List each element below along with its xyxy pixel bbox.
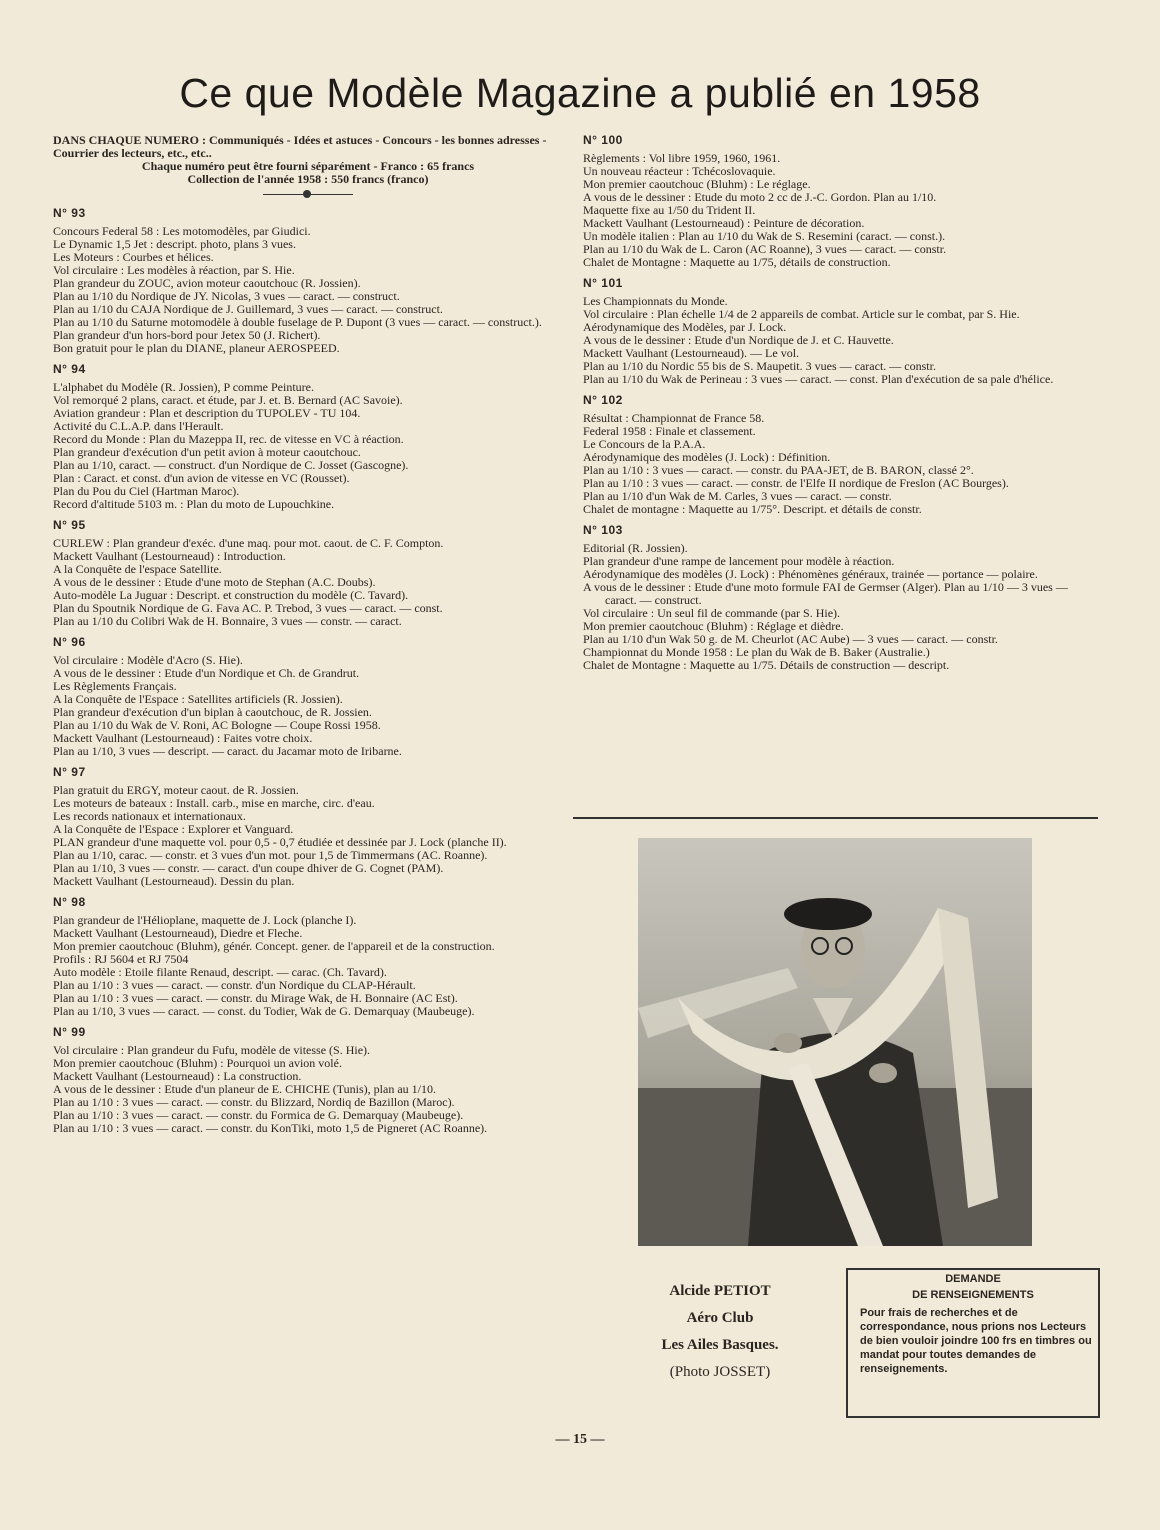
issue-number: N° 95 [53, 518, 86, 532]
issue-entry: A la Conquête de l'espace Satellite. [53, 562, 222, 576]
issue-number: N° 94 [53, 362, 86, 376]
issue-entry: Chalet de Montagne : Maquette au 1/75. Détails de construction — descript. [583, 658, 950, 672]
issue-entry: Plan au 1/10, 3 vues — caract. — const. du Todier, Wak de G. Demarquay (Maubeuge). [53, 1004, 475, 1018]
intro-line-2: Chaque numéro peut être fourni séparément - Franco : 65 francs [141, 159, 475, 173]
issue-entry: Mon premier caoutchouc (Bluhm), génér. Concept. gener. de l'appareil et de la construction. [53, 939, 495, 953]
issue-entry: Record d'altitude 5103 m. : Plan du moto de Lupouchkine. [53, 497, 335, 511]
issue-entry: Règlements : Vol libre 1959, 1960, 1961. [583, 151, 781, 165]
issue-entry: Maquette fixe au 1/50 du Trident II. [583, 203, 756, 217]
issue-entry: Auto-modèle La Juguar : Descript. et construction du modèle (C. Tavard). [53, 588, 409, 602]
issue-number: N° 99 [53, 1025, 86, 1039]
issue-entry: Mackett Vaulhant (Lestourneaud). — Le vol. [583, 346, 800, 360]
issue-entry: PLAN grandeur d'une maquette vol. pour 0,5 - 0,7 étudiée et dessinée par J. Lock (planche II). [53, 835, 507, 849]
issue-entry: Mon premier caoutchouc (Bluhm) : Le réglage. [583, 177, 811, 191]
issue-entry: Vol circulaire : Les modèles à réaction, par S. Hie. [53, 263, 295, 277]
issue-entry: Plan au 1/10 : 3 vues — caract. — constr. du Blizzard, Nordiq de Bazillon (Maroc). [53, 1095, 455, 1109]
caption-club: Aéro Club [686, 1310, 754, 1326]
issue-entry: Plan au 1/10 du Colibri Wak de H. Bonnaire, 3 vues — constr. — caract. [53, 614, 402, 628]
issue-number: N° 101 [583, 276, 623, 290]
issue-entry: Plan au 1/10 du Wak de Perineau : 3 vues — caract. — const. Plan d'exécution de sa pale d'hélice. [583, 372, 1054, 386]
issue-entry: A la Conquête de l'Espace : Satellites artificiels (R. Jossien). [53, 692, 343, 706]
issue-entry: Plan au 1/10, 3 vues — descript. — caract. du Jacamar moto de Iribarne. [53, 744, 402, 758]
photo-caption [620, 1278, 820, 1386]
issue-number: N° 98 [53, 895, 86, 909]
issue-entry: Aérodynamique des Modèles, par J. Lock. [583, 320, 787, 334]
issue-entry: Les Moteurs : Courbes et hélices. [53, 250, 214, 264]
issue-entry: Mon premier caoutchouc (Bluhm) : Réglage et dièdre. [583, 619, 844, 633]
issue-entry: Plan au 1/10 du Wak de V. Roni, AC Bologne — Coupe Rossi 1958. [53, 718, 381, 732]
issue-entry: Mon premier caoutchouc (Bluhm) : Pourquoi un avion volé. [53, 1056, 342, 1070]
issue-entry: Plan au 1/10 du Wak de L. Caron (AC Roanne), 3 vues — caract. — constr. [583, 242, 947, 256]
issue-entry: Editorial (R. Jossien). [583, 541, 688, 555]
issue-entry: A vous de le dessiner : Etude d'une moto de Stephan (A.C. Doubs). [53, 575, 376, 589]
issue-entry: Activité du C.L.A.P. dans l'Herault. [53, 419, 224, 433]
issue-number: N° 97 [53, 765, 86, 779]
issue-entry: Vol circulaire : Un seul fil de commande (par S. Hie). [583, 606, 841, 620]
issue-entry: Mackett Vaulhant (Lestourneaud). Dessin du plan. [53, 874, 295, 888]
issue-entry: Vol remorqué 2 plans, caract. et étude, par J. et. B. Bernard (AC Savoie). [53, 393, 403, 407]
issue-entry: Plan au 1/10, carac. — constr. et 3 vues d'un mot. pour 1,5 de Timmermans (AC. Roanne). [53, 848, 488, 862]
page-title: Ce que Modèle Magazine a publié en 1958 [179, 70, 981, 116]
issue-entry: Plan du Spoutnik Nordique de G. Fava AC. P. Trebod, 3 vues — caract. — const. [53, 601, 443, 615]
issue-entry: Mackett Vaulhant (Lestourneaud) : Faites votre choix. [53, 731, 313, 745]
issue-entry: Championnat du Monde 1958 : Le plan du Wak de B. Baker (Australie.) [583, 645, 930, 659]
issue-entry: Plan au 1/10 du Nordique de JY. Nicolas, 3 vues — caract. — construct. [53, 289, 400, 303]
issue-entry: Plan grandeur d'exécution d'un petit avion à moteur caoutchouc. [53, 445, 361, 459]
issue-number: N° 100 [583, 133, 623, 147]
issue-entry: Concours Federal 58 : Les motomodèles, par Giudici. [53, 224, 311, 238]
issue-entry: Les moteurs de bateaux : Install. carb., mise en marche, circ. d'eau. [53, 796, 375, 810]
page-number: — 15 — [555, 1432, 605, 1447]
issue-entry: L'alphabet du Modèle (R. Jossien), P comme Peinture. [53, 380, 314, 394]
issue-number: N° 93 [53, 206, 86, 220]
photo-man-with-glider [638, 838, 1032, 1246]
issue-entry: Aérodynamique des modèles (J. Lock) : Définition. [583, 450, 831, 464]
issue-entry: Plan grandeur d'un hors-bord pour Jetex 50 (J. Richert). [53, 328, 321, 342]
separator-ornament [263, 194, 353, 199]
issue-number: N° 96 [53, 635, 86, 649]
left-column [53, 134, 563, 1135]
issue-entry: Aviation grandeur : Plan et description du TUPOLEV - TU 104. [53, 406, 361, 420]
issue-entry: Mackett Vaulhant (Lestourneaud) : Peinture de décoration. [583, 216, 865, 230]
issue-entry: A vous de le dessiner : Etude d'un Nordique de J. et C. Hauvette. [583, 333, 894, 347]
issue-entry: Plan grandeur d'exécution d'un biplan à caoutchouc, de R. Jossien. [53, 705, 372, 719]
issue-entry: Plan au 1/10 d'un Wak 50 g. de M. Cheurlot (AC Aube) — 3 vues — caract. — constr. [583, 632, 998, 646]
intro-line-3: Collection de l'année 1958 : 550 francs (franco) [187, 172, 429, 186]
issue-entry: Plan grandeur du ZOUC, avion moteur caoutchouc (R. Jossien). [53, 276, 361, 290]
issue-entry: Les records nationaux et internationaux. [53, 809, 246, 823]
issue-entry: Les Championnats du Monde. [583, 294, 728, 308]
issue-entry: A vous de le dessiner : Etude d'un planeur de E. CHICHE (Tunis), plan au 1/10. [53, 1082, 436, 1096]
issue-entry: Plan au 1/10, 3 vues — constr. — caract. d'un coupe dhiver de G. Cognet (PAM). [53, 861, 444, 875]
issue-entry: Le Concours de la P.A.A. [583, 437, 706, 451]
issue-entry: Les Règlements Français. [53, 679, 177, 693]
issue-entry: Federal 1958 : Finale et classement. [583, 424, 756, 438]
issue-entry: Plan au 1/10 : 3 vues — caract. — constr. du PAA-JET, de B. BARON, classé 2°. [583, 463, 974, 477]
issue-entry: Le Dynamic 1,5 Jet : descript. photo, plans 3 vues. [53, 237, 296, 251]
issue-entry: Auto modèle : Etoile filante Renaud, descript. — carac. (Ch. Tavard). [53, 965, 387, 979]
caption-name: Alcide PETIOT [669, 1283, 771, 1299]
issue-entry: Chalet de Montagne : Maquette au 1/75, détails de construction. [583, 255, 891, 269]
issue-entry: Résultat : Championnat de France 58. [583, 411, 765, 425]
issue-entry: Plan au 1/10 : 3 vues — caract. — constr. du KonTiki, moto 1,5 de Pigneret (AC Roanne). [53, 1121, 488, 1135]
issue-entry: Plan au 1/10 du Saturne motomodèle à double fuselage de P. Dupont (3 vues — caract. — construct.). [53, 315, 542, 329]
issue-entry: Chalet de montagne : Maquette au 1/75°. Descript. et détails de constr. [583, 502, 922, 516]
issue-entry: Aérodynamique des modèles (J. Lock) : Phénomènes généraux, trainée — portance — polaire. [583, 567, 1038, 581]
issue-entry: Bon gratuit pour le plan du DIANE, planeur AEROSPEED. [53, 341, 340, 355]
photo-top-rule [573, 817, 1098, 819]
info-request-box [846, 1268, 1100, 1418]
caption-place: Les Ailes Basques. [661, 1337, 779, 1353]
issue-entry: Vol circulaire : Modèle d'Acro (S. Hie). [53, 653, 243, 667]
issue-entry: Plan au 1/10, caract. — construct. d'un Nordique de C. Josset (Gascogne). [53, 458, 409, 472]
issue-entry: Mackett Vaulhant (Lestourneaud) : Introduction. [53, 549, 286, 563]
issue-entry: Mackett Vaulhant (Lestourneaud) : La construction. [53, 1069, 302, 1083]
issue-entry: A vous de le dessiner : Etude d'une moto formule FAI de Germser (Alger). Plan au 1/10 — 3 vues — caract. — construct. [583, 580, 1068, 607]
issue-number: N° 102 [583, 393, 623, 407]
issue-entry: CURLEW : Plan grandeur d'exéc. d'une maq. pour mot. caout. de C. F. Compton. [53, 536, 444, 550]
box-title-1: DEMANDE [945, 1273, 1001, 1285]
intro-block [53, 134, 563, 186]
issue-entry: A la Conquête de l'Espace : Explorer et Vanguard. [53, 822, 294, 836]
separator-dot-icon [303, 190, 311, 198]
issue-entry: Plan au 1/10 : 3 vues — caract. — constr. du Formica de G. Demarquay (Maubeuge). [53, 1108, 464, 1122]
issue-entry: Plan : Caract. et const. d'un avion de vitesse en VC (Rousset). [53, 471, 350, 485]
issue-entry: Profils : RJ 5604 et RJ 7504 [53, 952, 189, 966]
issue-entry: Plan du Pou du Ciel (Hartman Maroc). [53, 484, 240, 498]
issue-entry: Un modèle italien : Plan au 1/10 du Wak de S. Resemini (caract. — const.). [583, 229, 946, 243]
issue-entry: Vol circulaire : Plan échelle 1/4 de 2 appareils de combat. Article sur le combat, par S. Hie. [583, 307, 1020, 321]
issue-entry: Plan au 1/10 du CAJA Nordique de J. Guillemard, 3 vues — caract. — construct. [53, 302, 443, 316]
issue-entry: Mackett Vaulhant (Lestourneaud), Diedre et Fleche. [53, 926, 303, 940]
issue-entry: Record du Monde : Plan du Mazeppa II, rec. de vitesse en VC à réaction. [53, 432, 404, 446]
box-body: Pour frais de recherches et de correspondance, nous prions nos Lecteurs de bien vouloir joindre 100 frs en timbres ou mandat pour toutes demandes de renseignements. [860, 1307, 1092, 1375]
intro-line-1: DANS CHAQUE NUMERO : Communiqués - Idées et astuces - Concours - les bonnes adresses - Courrier des lecteurs, etc., etc.. [53, 133, 547, 160]
box-title-2: DE RENSEIGNEMENTS [912, 1289, 1034, 1301]
issue-entry: Plan au 1/10 : 3 vues — caract. — constr. du Mirage Wak, de H. Bonnaire (AC Est). [53, 991, 458, 1005]
issue-number: N° 103 [583, 523, 623, 537]
photo-illustration [638, 838, 1032, 1246]
issue-entry: Un nouveau réacteur : Tchécoslovaquie. [583, 164, 776, 178]
issue-entry: Vol circulaire : Plan grandeur du Fufu, modèle de vitesse (S. Hie). [53, 1043, 371, 1057]
caption-credit: (Photo JOSSET) [669, 1364, 771, 1380]
issues-list-right [583, 134, 1093, 672]
issue-entry: A vous de le dessiner : Etude d'un Nordique et Ch. de Grandrut. [53, 666, 360, 680]
issues-list-left [53, 207, 563, 1135]
issue-entry: Plan gratuit du ERGY, moteur caout. de R. Jossien. [53, 783, 299, 797]
issue-entry: Plan au 1/10 : 3 vues — caract. — constr. de l'Elfe II nordique de Freslon (AC Bourges). [583, 476, 1009, 490]
right-column [583, 134, 1093, 672]
issue-entry: Plan au 1/10 d'un Wak de M. Carles, 3 vues — caract. — constr. [583, 489, 892, 503]
issue-entry: Plan au 1/10 : 3 vues — caract. — constr. d'un Nordique du CLAP-Hérault. [53, 978, 416, 992]
issue-entry: Plan grandeur d'une rampe de lancement pour modèle à réaction. [583, 554, 895, 568]
issue-entry: A vous de le dessiner : Etude du moto 2 cc de J.-C. Gordon. Plan au 1/10. [583, 190, 937, 204]
issue-entry: Plan au 1/10 du Nordic 55 bis de S. Maupetit. 3 vues — caract. — constr. [583, 359, 936, 373]
issue-entry: Plan grandeur de l'Hélioplane, maquette de J. Lock (planche I). [53, 913, 357, 927]
